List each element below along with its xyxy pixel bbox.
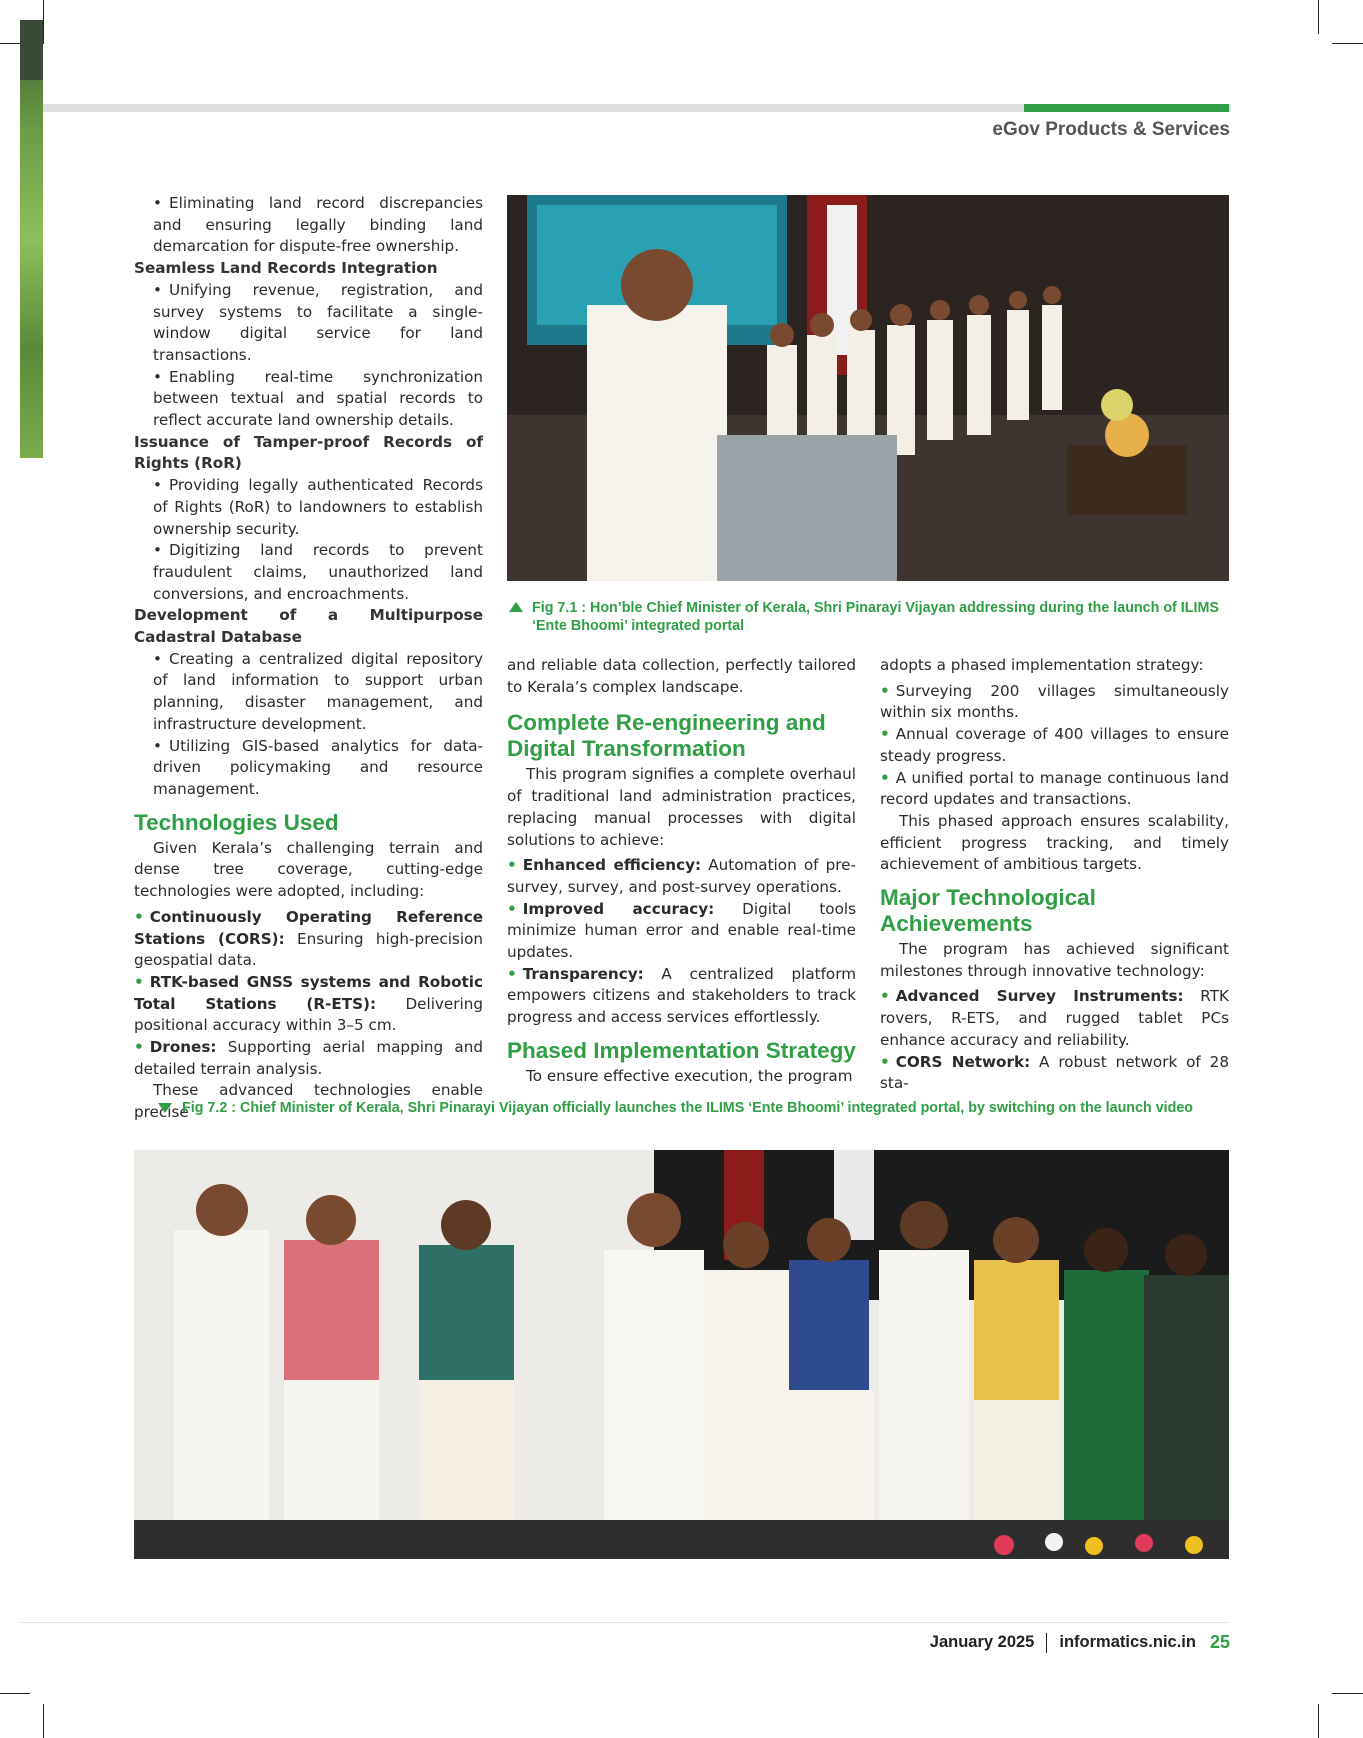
footer-rule bbox=[20, 1622, 1229, 1623]
paragraph: These advanced technologies enable precise bbox=[134, 1081, 483, 1122]
crop-mark bbox=[0, 1693, 30, 1694]
photo-cm-addressing bbox=[507, 195, 1229, 581]
bullet-icon: • bbox=[153, 476, 162, 495]
bullet-item: • A unified portal to manage continuous land record updates and transactions. bbox=[880, 768, 1229, 809]
bullet-icon: • bbox=[507, 856, 517, 875]
bullet-item: • Transparency: A centralized platform empowers citizens and stakeholders to track progress and access services effortlessly. bbox=[507, 964, 856, 1027]
bullet-icon: • bbox=[507, 964, 517, 983]
bullet-item: • Digitizing land records to prevent fraudulent claims, unauthorized land conversions, and encroachments. bbox=[153, 541, 483, 603]
paragraph: Given Kerala’s challenging terrain and dense tree coverage, cutting-edge technologies were adopted, including: bbox=[134, 838, 483, 901]
bullet-item: • Enabling real-time synchronization between textual and spatial records to reflect accurate land ownership details. bbox=[153, 367, 483, 430]
photo-launch-group bbox=[134, 1150, 1229, 1559]
bullet-icon: • bbox=[153, 280, 162, 299]
header-accent-bar bbox=[1024, 104, 1229, 112]
paragraph: This phased approach ensures scalability, efficient progress tracking, and timely achievement of ambitious targets. bbox=[880, 811, 1229, 874]
bullet-item: • Continuously Operating Reference Stations (CORS): Ensuring high-precision geospatial data. bbox=[134, 907, 483, 970]
bullet-icon: • bbox=[880, 681, 890, 700]
photo-illustration bbox=[134, 1150, 1229, 1559]
issue-date: January 2025 bbox=[929, 1633, 1035, 1651]
bullet-item: • Unifying revenue, registration, and survey systems to facilitate a single-window digital service for land transactions. bbox=[153, 280, 483, 364]
bullet-item: • Surveying 200 villages simultaneously within six months. bbox=[880, 681, 1229, 722]
column-2 bbox=[507, 655, 856, 1088]
bullet-item: • Eliminating land record discrepancies and ensuring legally binding land demarcation for dispute-free ownership. bbox=[153, 194, 483, 256]
bullet-icon: • bbox=[153, 541, 162, 560]
section-title: eGov Products & Services bbox=[992, 119, 1230, 140]
column-3 bbox=[880, 655, 1229, 1095]
bullet-icon: • bbox=[134, 972, 144, 991]
photo-illustration bbox=[507, 195, 1229, 581]
bullet-item: • CORS Network: A robust network of 28 sta- bbox=[880, 1052, 1229, 1093]
subheading: Seamless Land Records Integration bbox=[134, 259, 438, 278]
bullet-item: • Annual coverage of 400 villages to ensure steady progress. bbox=[880, 725, 1229, 765]
bullet-item: • Providing legally authenticated Records of Rights (RoR) to landowners to establish ownership security. bbox=[153, 476, 483, 538]
bullet-icon: • bbox=[153, 367, 162, 386]
triangle-up-icon bbox=[509, 602, 523, 612]
crop-mark bbox=[1318, 0, 1319, 34]
figure-caption-1: Fig 7.1 : Hon’ble Chief Minister of Kerala, Shri Pinarayi Vijayan addressing during the launch of ILIMS ‘Ente Bhoomi’ integrated portal bbox=[507, 599, 1229, 635]
bullet-icon: • bbox=[880, 725, 890, 744]
crop-mark bbox=[43, 0, 44, 44]
crop-mark bbox=[1332, 43, 1363, 44]
bullet-icon: • bbox=[153, 649, 162, 668]
paragraph: The program has achieved significant milestones through innovative technology: bbox=[880, 940, 1229, 980]
bullet-item: • Creating a centralized digital repository of land information to support urban planning, disaster management, and infrastructure development. bbox=[153, 649, 483, 733]
subheading: Issuance of Tamper-proof Records of Rights (RoR) bbox=[134, 432, 483, 473]
bullet-icon: • bbox=[880, 1052, 890, 1071]
bullet-icon: • bbox=[880, 768, 890, 787]
subheading: Development of a Multipurpose Cadastral Database bbox=[134, 606, 483, 647]
bullet-item: • Advanced Survey Instruments: RTK rovers, R-ETS, and rugged tablet PCs enhance accuracy and reliability. bbox=[880, 987, 1229, 1049]
bullet-item: • RTK-based GNSS systems and Robotic Total Stations (R-ETS): Delivering positional accuracy within 3–5 cm. bbox=[134, 972, 483, 1035]
paragraph: To ensure effective execution, the program bbox=[526, 1066, 853, 1085]
bullet-item: • Improved accuracy: Digital tools minimize human error and enable real-time updates. bbox=[507, 899, 856, 962]
paragraph: This program signifies a complete overhaul of traditional land administration practices, replacing manual processes with digital solutions to achieve: bbox=[507, 765, 856, 849]
bullet-item: • Utilizing GIS-based analytics for data-driven policymaking and resource management. bbox=[153, 736, 483, 798]
section-heading: Major Technological Achievements bbox=[880, 885, 1096, 937]
bullet-icon: • bbox=[153, 194, 162, 212]
crop-mark bbox=[43, 1704, 44, 1738]
page-footer bbox=[930, 1632, 1230, 1653]
website-link[interactable]: informatics.nic.in bbox=[1059, 1633, 1196, 1651]
paragraph: adopts a phased implementation strategy: bbox=[880, 656, 1204, 674]
footer-separator bbox=[1046, 1633, 1047, 1653]
section-heading: Complete Re-engineering and Digital Transformation bbox=[507, 710, 826, 762]
bullet-item: • Drones: Supporting aerial mapping and detailed terrain analysis. bbox=[134, 1038, 483, 1078]
bullet-icon: • bbox=[134, 907, 144, 926]
page-number: 25 bbox=[1209, 1632, 1230, 1652]
bullet-icon: • bbox=[153, 736, 162, 755]
figure-caption-2: Fig 7.2 : Chief Minister of Kerala, Shri Pinarayi Vijayan officially launches the ILIMS ‘Ente Bhoomi’ integrated portal, by switching on the launch video bbox=[158, 1099, 1229, 1117]
bullet-item: • Enhanced efficiency: Automation of pre-survey, survey, and post-survey operations. bbox=[507, 856, 856, 896]
bullet-icon: • bbox=[134, 1038, 144, 1057]
section-heading: Technologies Used bbox=[134, 809, 339, 835]
bullet-icon: • bbox=[880, 987, 890, 1006]
spine-image-strip bbox=[20, 20, 43, 458]
paragraph: and reliable data collection, perfectly tailored to Kerala’s complex landscape. bbox=[507, 656, 856, 696]
triangle-down-icon bbox=[158, 1103, 172, 1113]
bullet-icon: • bbox=[507, 899, 517, 918]
column-1 bbox=[134, 193, 483, 1124]
crop-mark bbox=[1318, 1704, 1319, 1738]
section-heading: Phased Implementation Strategy bbox=[507, 1037, 856, 1063]
crop-mark bbox=[1332, 1693, 1363, 1694]
